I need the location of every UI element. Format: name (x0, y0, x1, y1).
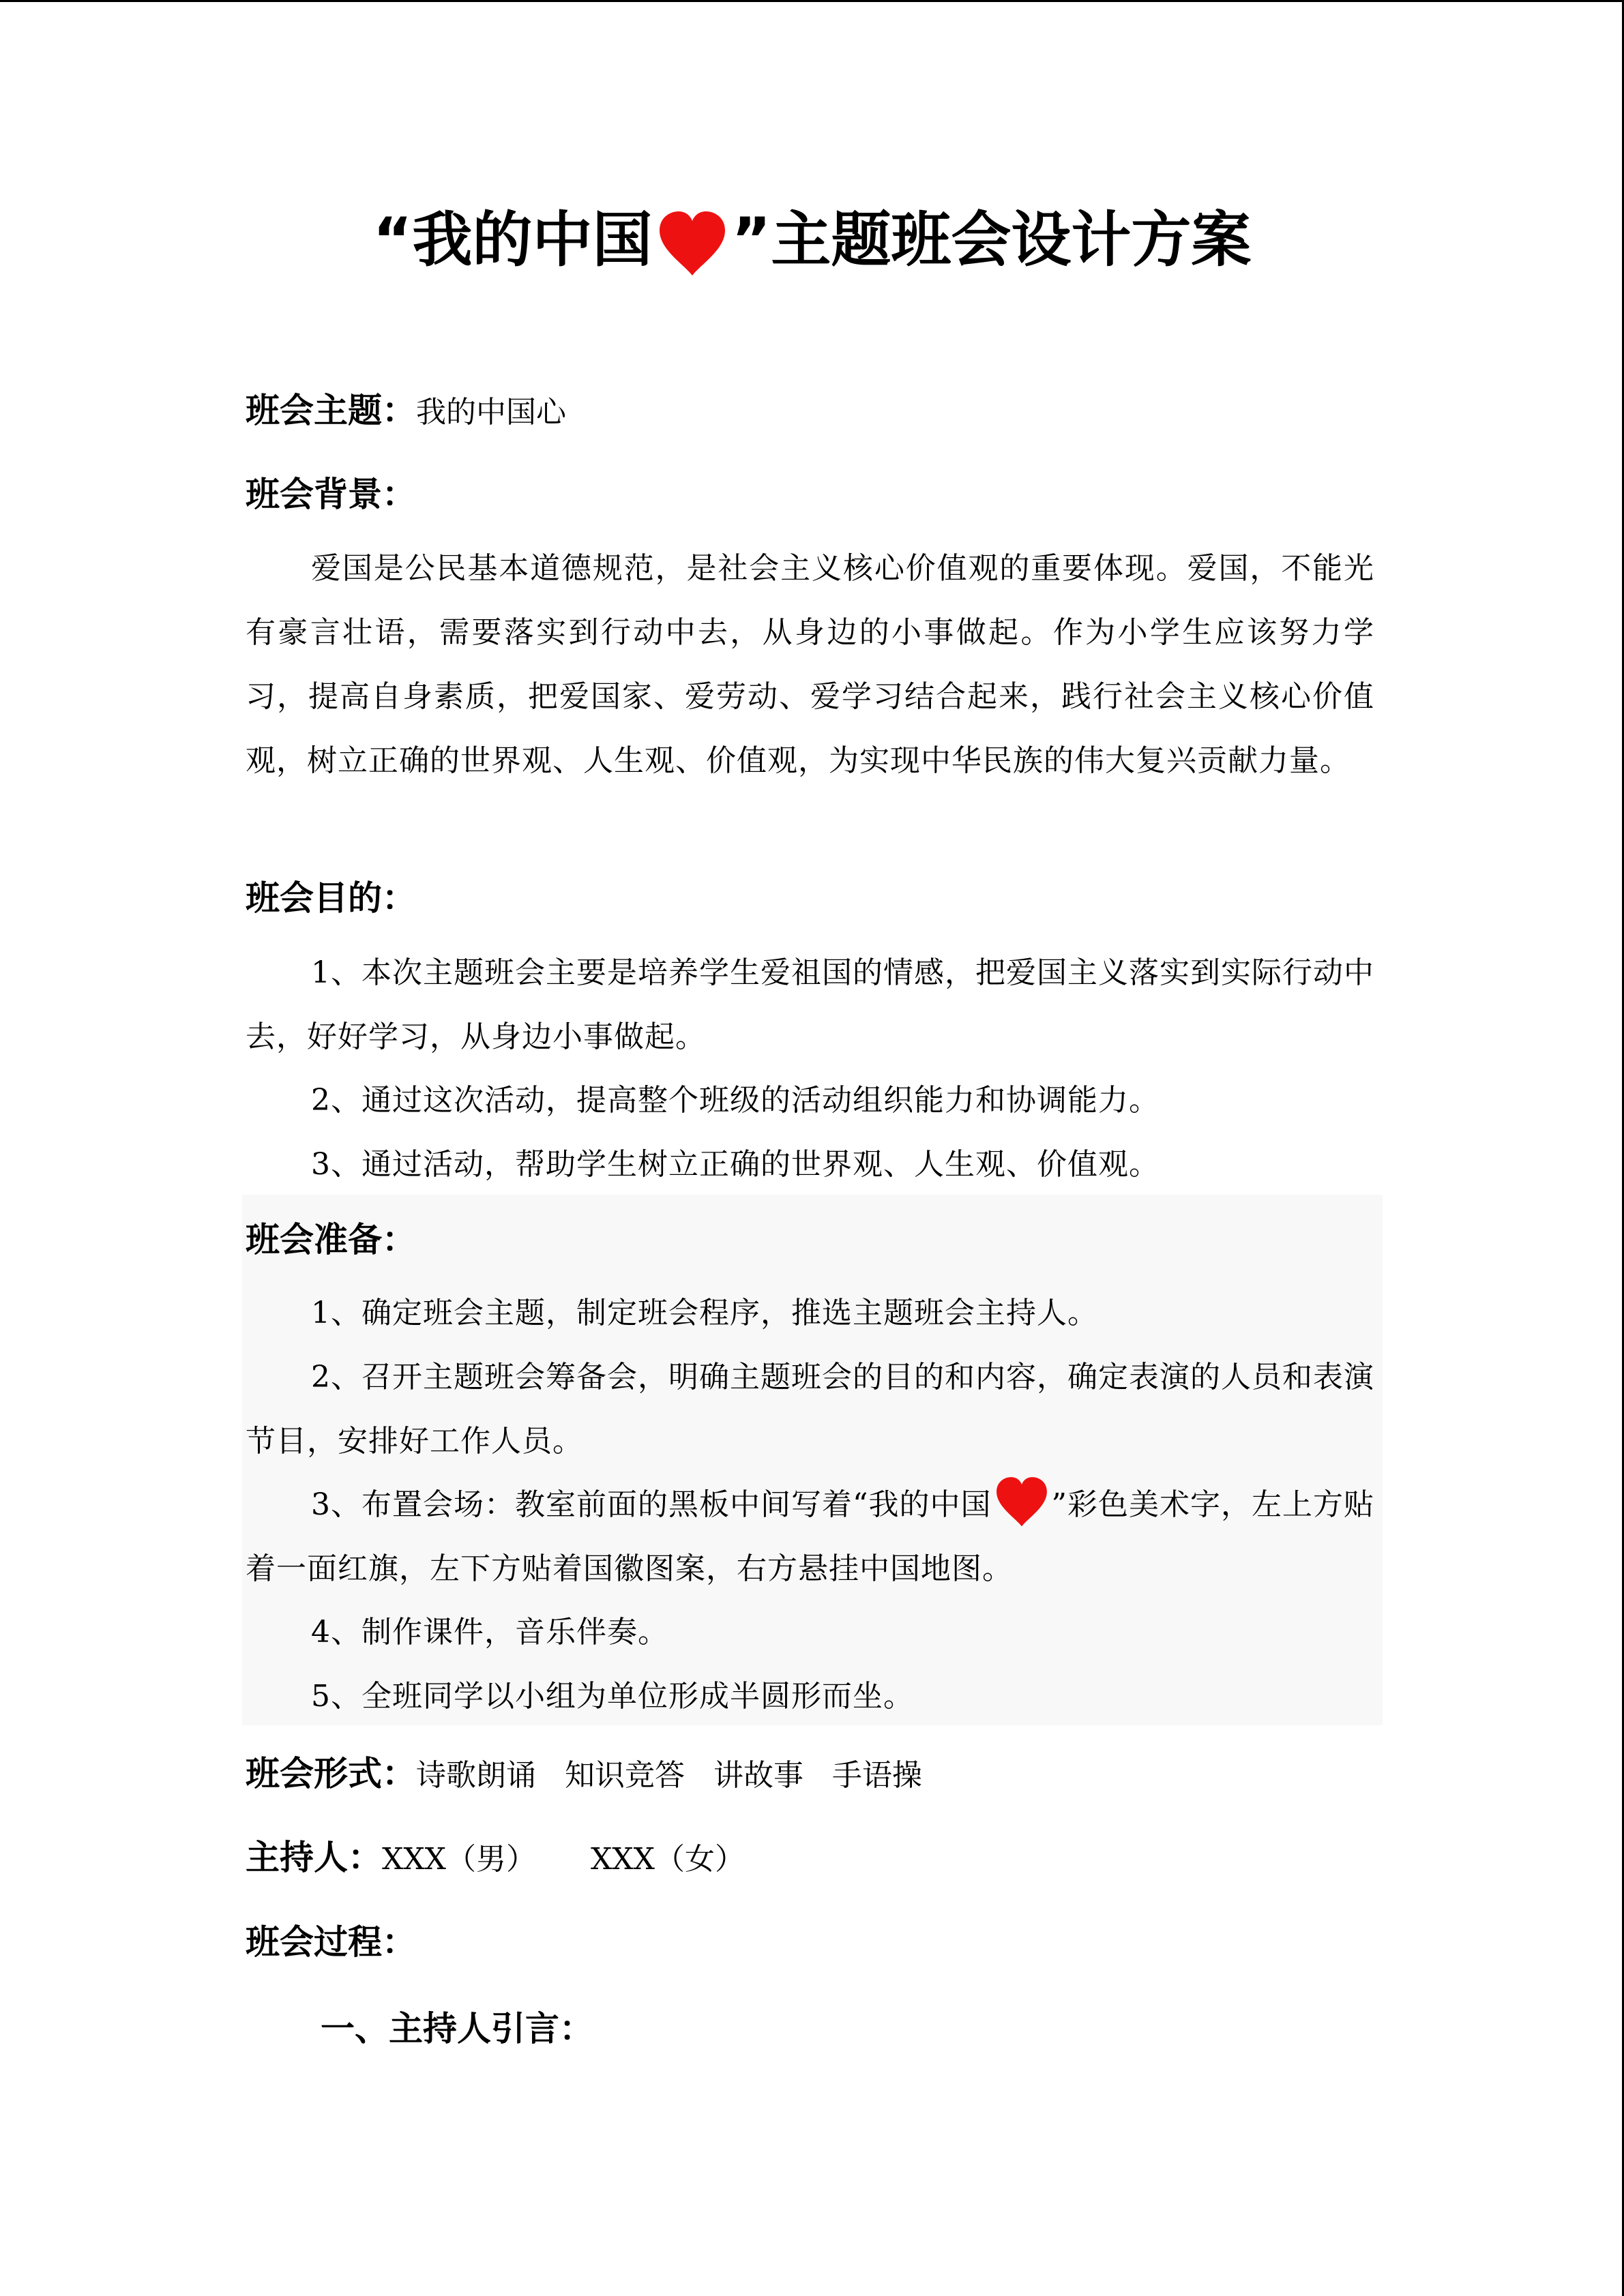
goal-item-3: 3、通过活动，帮助学生树立正确的世界观、人生观、价值观。 (311, 1147, 1160, 1182)
prep-item-3-after: ”彩色美术字，左上方贴着一面红旗，左下方贴着国徽图案，右方悬挂中国地图。 (246, 1487, 1374, 1586)
theme-value: 我的中国心 (416, 395, 566, 430)
form-item-sign-language: 手语操 (832, 1758, 922, 1793)
form-line (246, 1753, 922, 1796)
theme-label: 班会主题： (246, 391, 416, 430)
theme-line (246, 390, 566, 433)
host-female: XXX（女） (590, 1842, 745, 1877)
process-step-1: 一、主持人引言： (321, 2009, 593, 2048)
title-prefix: “我的中国 (372, 205, 653, 275)
goal-item-1: 1、本次主题班会主要是培养学生爱祖国的情感，把爱国主义落实到实际行动中去，好好学习，从身边小事做起。 (246, 955, 1374, 1054)
background-heading: 班会背景： (246, 475, 416, 514)
prep-item-5: 5、全班同学以小组为单位形成半圆形而坐。 (311, 1679, 914, 1714)
goals-heading: 班会目的： (246, 878, 416, 918)
heart-icon-inline (994, 1475, 1049, 1530)
form-item-recitation: 诗歌朗诵 (416, 1758, 536, 1793)
prep-item-2: 2、召开主题班会筹备会，明确主题班会的目的和内容，确定表演的人员和表演节目，安排好工作人员。 (246, 1360, 1374, 1459)
form-item-story: 讲故事 (713, 1758, 803, 1793)
page-top-border (0, 0, 1624, 2)
page-title (0, 199, 1624, 281)
host-line (246, 1837, 745, 1880)
process-heading: 班会过程： (246, 1922, 416, 1962)
host-male: XXX（男） (382, 1842, 536, 1877)
form-label: 班会形式： (246, 1754, 416, 1793)
prep-heading: 班会准备： (246, 1220, 416, 1259)
form-item-quiz: 知识竞答 (565, 1758, 685, 1793)
prep-item-1: 1、确定班会主题，制定班会程序，推选主题班会主持人。 (311, 1296, 1098, 1330)
title-suffix: ”主题班会设计方案 (731, 205, 1252, 275)
prep-item-4: 4、制作课件，音乐伴奏。 (311, 1615, 668, 1650)
goal-item-2: 2、通过这次活动，提高整个班级的活动组织能力和协调能力。 (311, 1083, 1160, 1118)
prep-item-3 (246, 1473, 1374, 1601)
host-label: 主持人： (246, 1838, 382, 1877)
background-paragraph: 爱国是公民基本道德规范，是社会主义核心价值观的重要体现。爱国，不能光有豪言壮语，需要落实到行动中去，从身边的小事做起。作为小学生应该努力学习，提高自身素质，把爱国家、爱劳动、爱学习结合起来，践行社会主义核心价值观，树立正确的世界观、人生观、价值观，为实现中华民族的伟大复兴贡献力量。 (246, 551, 1374, 778)
prep-item-3-before: 3、布置会场：教室前面的黑板中间写着“我的中国 (311, 1487, 992, 1522)
heart-icon (657, 210, 728, 278)
